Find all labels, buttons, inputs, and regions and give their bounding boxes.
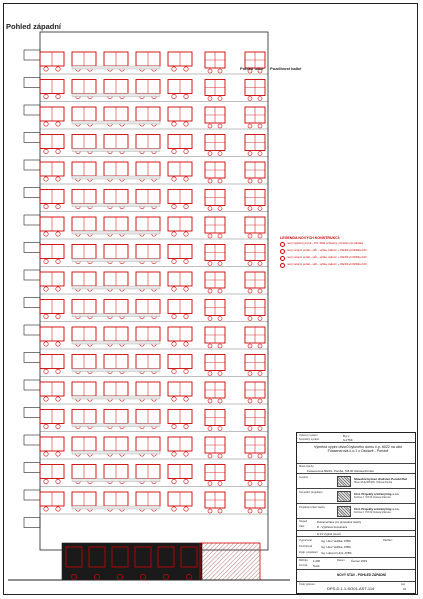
window-marker bbox=[184, 232, 188, 236]
site-label: Místo stavby: bbox=[299, 465, 315, 468]
window-marker bbox=[172, 452, 176, 456]
tb-meta-row bbox=[297, 558, 415, 570]
window-marker bbox=[44, 397, 48, 401]
window-marker bbox=[44, 232, 48, 236]
title-block bbox=[296, 432, 416, 594]
balcony-rail bbox=[72, 286, 160, 289]
window-marker bbox=[258, 124, 262, 128]
stage-value: Dokumentace pro provedení stavby bbox=[317, 520, 362, 524]
window-marker bbox=[184, 314, 188, 318]
window-marker bbox=[56, 479, 60, 483]
window-marker bbox=[208, 482, 212, 486]
balcony-stub bbox=[24, 133, 40, 143]
window-marker bbox=[184, 369, 188, 373]
window-marker bbox=[258, 207, 262, 211]
legend-title: LEGENDA NOVÝCH KONSTRUKCÍ: bbox=[280, 236, 340, 240]
tb-designer-row bbox=[297, 489, 415, 504]
window-marker bbox=[56, 177, 60, 181]
window-marker bbox=[56, 204, 60, 208]
window-marker bbox=[258, 454, 262, 458]
window-marker bbox=[56, 94, 60, 98]
window-marker bbox=[258, 427, 262, 431]
window-marker bbox=[248, 482, 252, 486]
balcony-rail bbox=[72, 396, 160, 399]
tb-part-designer-row bbox=[297, 504, 415, 519]
format-value: 5xA4 bbox=[313, 564, 320, 568]
window-marker bbox=[172, 232, 176, 236]
window-marker bbox=[208, 454, 212, 458]
window-marker bbox=[184, 342, 188, 346]
window-marker bbox=[184, 452, 188, 456]
window-marker bbox=[218, 427, 222, 431]
subpart-value: D.01 Výplně otvorů bbox=[317, 532, 341, 536]
balcony-stub bbox=[24, 463, 40, 473]
view-title: Pohled západní bbox=[6, 22, 62, 31]
tb-sheet-row bbox=[297, 570, 415, 582]
window-marker bbox=[172, 177, 176, 181]
balcony-rail bbox=[72, 314, 160, 317]
balcony-stub bbox=[24, 325, 40, 335]
drawing-number-label: Číslo výkresu: bbox=[299, 583, 316, 586]
window-marker bbox=[218, 97, 222, 101]
person-name: Ing. Lubomír Himl, ATBC bbox=[321, 551, 352, 555]
balcony-stub bbox=[24, 78, 40, 88]
balcony-rail bbox=[72, 231, 160, 234]
window-marker bbox=[184, 479, 188, 483]
balcony-rail bbox=[72, 204, 160, 207]
legend-item bbox=[280, 249, 368, 254]
balcony-rail bbox=[72, 479, 160, 482]
balcony-rail bbox=[72, 341, 160, 344]
window-marker bbox=[44, 149, 48, 153]
role-label: Zodp. projektant bbox=[299, 551, 318, 554]
investor-company: Stavební bytové družstvo Porubí Ruč bbox=[354, 477, 408, 481]
balcony-rail bbox=[72, 66, 160, 69]
designer-company: Ctvl. Projekty a Inženýring s.r.o. bbox=[354, 492, 400, 496]
window-marker bbox=[56, 287, 60, 291]
window-marker bbox=[172, 314, 176, 318]
window-marker bbox=[44, 342, 48, 346]
part-designer-address: Korfova 4, 703 00 Ostrava-Vítkovice bbox=[354, 512, 391, 514]
legend-item-text: nový výplňový prvek – PO, SDH ochranný, označení viz tabulka bbox=[287, 242, 363, 245]
window-marker bbox=[208, 179, 212, 183]
window-marker bbox=[208, 207, 212, 211]
view-label-right: Pozdilvost balké bbox=[270, 66, 302, 71]
window-marker bbox=[258, 317, 262, 321]
balcony-stub bbox=[24, 353, 40, 363]
window-marker bbox=[208, 344, 212, 348]
legend-item bbox=[280, 256, 368, 261]
window-marker bbox=[218, 454, 222, 458]
window-marker bbox=[56, 149, 60, 153]
window-marker bbox=[172, 94, 176, 98]
balcony-stub bbox=[24, 298, 40, 308]
window-marker bbox=[44, 452, 48, 456]
window-marker bbox=[258, 262, 262, 266]
window-marker bbox=[218, 124, 222, 128]
tb-stage-row bbox=[297, 519, 415, 531]
window-marker bbox=[218, 372, 222, 376]
coord-system-label: Souřadný systém: bbox=[299, 438, 320, 441]
window-marker bbox=[218, 399, 222, 403]
tb-project-row bbox=[297, 443, 415, 464]
window-marker bbox=[248, 289, 252, 293]
window-marker bbox=[248, 152, 252, 156]
window-marker bbox=[248, 344, 252, 348]
window-marker bbox=[172, 342, 176, 346]
window-marker bbox=[56, 314, 60, 318]
site-value: Fussenerová 6022/1, Poruba, 708 00 Ostrava-Poruba bbox=[307, 469, 374, 473]
window-marker bbox=[172, 204, 176, 208]
window-marker bbox=[218, 482, 222, 486]
window-marker bbox=[208, 289, 212, 293]
window-marker bbox=[172, 397, 176, 401]
scale-label: Měřítko bbox=[299, 559, 308, 562]
window-marker bbox=[56, 397, 60, 401]
balcony-stub bbox=[24, 518, 40, 528]
designer-label: Generální projektant bbox=[299, 491, 323, 494]
window-marker bbox=[208, 152, 212, 156]
window-marker bbox=[184, 177, 188, 181]
balcony-stub bbox=[24, 435, 40, 445]
window-marker bbox=[44, 424, 48, 428]
window-marker bbox=[172, 122, 176, 126]
balcony-rail bbox=[72, 424, 160, 427]
window-marker bbox=[184, 424, 188, 428]
window-marker bbox=[172, 67, 176, 71]
window-marker bbox=[44, 259, 48, 263]
person-name: Ing. Libor Velička, ATBC bbox=[321, 545, 351, 549]
balcony-stub bbox=[24, 188, 40, 198]
coord-system-value: S-JTSK bbox=[343, 438, 353, 442]
window-marker bbox=[208, 234, 212, 238]
part-value: D - Výplňové konstrukce bbox=[317, 525, 348, 529]
window-marker bbox=[248, 372, 252, 376]
window-marker bbox=[44, 507, 48, 511]
balcony-stub bbox=[24, 50, 40, 60]
legend-item bbox=[280, 263, 368, 268]
balcony-stub bbox=[24, 243, 40, 253]
window-marker bbox=[172, 259, 176, 263]
window-marker bbox=[208, 399, 212, 403]
window-marker bbox=[248, 124, 252, 128]
scale-value: 1:200 bbox=[313, 559, 320, 563]
window-marker bbox=[184, 507, 188, 511]
window-marker bbox=[248, 97, 252, 101]
balcony-stub bbox=[24, 380, 40, 390]
drawing-number: DPS-D.1.1-SO01-AST-114 bbox=[327, 586, 375, 591]
legend-item-text: nový vstupní portál – stůl – výška, zakonč. + DE/DF+3.00/DE+3.00 bbox=[287, 256, 367, 259]
window-marker bbox=[184, 122, 188, 126]
window-marker bbox=[44, 177, 48, 181]
window-marker bbox=[218, 317, 222, 321]
window-marker bbox=[172, 507, 176, 511]
window-marker bbox=[248, 262, 252, 266]
window-marker bbox=[44, 314, 48, 318]
entrance-portal bbox=[200, 543, 260, 580]
person-name: Ing. Libor Velička, ATBC bbox=[321, 539, 351, 543]
investor-label: Investor bbox=[299, 476, 309, 479]
sheet-index: 01 bbox=[403, 587, 407, 591]
window-marker bbox=[248, 317, 252, 321]
window-marker bbox=[208, 427, 212, 431]
window-marker bbox=[172, 369, 176, 373]
part-designer-logo bbox=[337, 506, 351, 517]
balcony-rail bbox=[72, 121, 160, 124]
window-marker bbox=[56, 369, 60, 373]
legend bbox=[280, 236, 368, 270]
window-marker bbox=[248, 179, 252, 183]
designer-logo bbox=[337, 491, 351, 502]
balcony-stub bbox=[24, 105, 40, 115]
view-label-left: Pohled ulice bbox=[240, 66, 264, 71]
window-marker bbox=[172, 287, 176, 291]
window-marker bbox=[44, 287, 48, 291]
tb-systems-row bbox=[297, 433, 415, 443]
stamp-label: Razítko: bbox=[383, 539, 393, 542]
window-marker bbox=[218, 262, 222, 266]
window-marker bbox=[248, 454, 252, 458]
balcony-stub bbox=[24, 160, 40, 170]
window-marker bbox=[218, 207, 222, 211]
window-marker bbox=[258, 399, 262, 403]
window-marker bbox=[258, 372, 262, 376]
window-marker bbox=[248, 399, 252, 403]
window-marker bbox=[218, 509, 222, 513]
window-marker bbox=[258, 482, 262, 486]
window-marker bbox=[172, 479, 176, 483]
window-marker bbox=[172, 424, 176, 428]
window-marker bbox=[56, 67, 60, 71]
window-marker bbox=[172, 149, 176, 153]
window-marker bbox=[44, 122, 48, 126]
window-marker bbox=[184, 397, 188, 401]
legend-item-text: nový vstupní portál – stůl – výška, zakonč. + DE/DF+3.00/DE+3.00 bbox=[287, 263, 367, 266]
window-marker bbox=[208, 509, 212, 513]
window-marker bbox=[184, 67, 188, 71]
window-marker bbox=[56, 424, 60, 428]
tb-people-row bbox=[297, 537, 415, 558]
balcony-rail bbox=[72, 94, 160, 97]
tb-site-row bbox=[297, 464, 415, 474]
part-designer-company: Ctvl. Projekty a Inženýring s.r.o. bbox=[354, 507, 400, 511]
window-marker bbox=[44, 479, 48, 483]
date-label: Datum bbox=[337, 559, 345, 562]
sheet-index-label: List bbox=[401, 583, 406, 586]
balcony-stub bbox=[24, 215, 40, 225]
window-marker-icon bbox=[280, 249, 285, 254]
window-marker bbox=[258, 509, 262, 513]
window-marker bbox=[56, 122, 60, 126]
height-system-label: Výškový systém: bbox=[299, 434, 319, 437]
project-title: Výměna výplní otvorů bytového domu č.p. 6022 na ulici Fussenerová č.o.1 v Ostravě - Porubě bbox=[313, 445, 403, 453]
window-marker bbox=[248, 207, 252, 211]
window-marker bbox=[258, 97, 262, 101]
balcony-stub bbox=[24, 408, 40, 418]
height-system-value: B.p.v bbox=[343, 434, 350, 438]
window-marker bbox=[184, 94, 188, 98]
window-marker bbox=[218, 152, 222, 156]
tb-investor-row bbox=[297, 474, 415, 489]
role-label: Vypracoval bbox=[299, 539, 312, 542]
window-marker bbox=[208, 317, 212, 321]
balcony-rail bbox=[72, 451, 160, 454]
window-marker-icon bbox=[280, 263, 285, 268]
window-marker bbox=[258, 289, 262, 293]
sheet-title: NOVÝ STAV - POHLED ZÁPADNÍ bbox=[337, 573, 386, 577]
window-marker bbox=[218, 179, 222, 183]
tb-number-row bbox=[297, 582, 415, 593]
window-marker bbox=[184, 149, 188, 153]
format-label: Formát bbox=[299, 564, 308, 567]
window-marker bbox=[44, 204, 48, 208]
window-marker bbox=[56, 342, 60, 346]
window-marker bbox=[208, 124, 212, 128]
investor-address: Hlavní třída 583/105, Ostrava-Poruba bbox=[354, 482, 393, 484]
part-label: Část bbox=[299, 525, 305, 528]
window-marker bbox=[184, 259, 188, 263]
window-marker bbox=[248, 427, 252, 431]
window-marker bbox=[218, 69, 222, 73]
window-marker bbox=[218, 344, 222, 348]
window-marker bbox=[56, 452, 60, 456]
window-marker bbox=[208, 262, 212, 266]
window-marker bbox=[184, 287, 188, 291]
designer-address: Korfova 4, 703 00 Ostrava-Vítkovice bbox=[354, 497, 391, 499]
window-marker bbox=[258, 152, 262, 156]
stage-label: Stupeň bbox=[299, 520, 308, 523]
balcony-stub bbox=[24, 490, 40, 500]
window-marker bbox=[208, 372, 212, 376]
balcony-rail bbox=[72, 176, 160, 179]
window-marker-icon bbox=[280, 242, 285, 247]
window-marker bbox=[56, 507, 60, 511]
balcony-rail bbox=[72, 149, 160, 152]
window-marker bbox=[248, 234, 252, 238]
role-label: Kontroloval bbox=[299, 545, 312, 548]
balcony-rail bbox=[72, 369, 160, 372]
balcony-stub bbox=[24, 270, 40, 280]
legend-item-text: nový vstupní portál – stůl – výška, zakonč. + DE/DF+3.00/DE+3.00 bbox=[287, 249, 367, 252]
window-marker bbox=[56, 259, 60, 263]
window-marker-icon bbox=[280, 256, 285, 261]
window-marker bbox=[184, 204, 188, 208]
balcony-rail bbox=[72, 506, 160, 509]
window-marker bbox=[218, 289, 222, 293]
window-marker bbox=[208, 69, 212, 73]
part-designer-label: Projektant části stavby bbox=[299, 506, 325, 509]
legend-item bbox=[280, 242, 368, 247]
window-marker bbox=[258, 344, 262, 348]
window-marker bbox=[258, 179, 262, 183]
date-value: Červen 2019 bbox=[351, 559, 368, 563]
window-marker bbox=[208, 97, 212, 101]
window-marker bbox=[44, 94, 48, 98]
window-marker bbox=[44, 369, 48, 373]
window-marker bbox=[248, 509, 252, 513]
window-marker bbox=[218, 234, 222, 238]
window-marker bbox=[258, 234, 262, 238]
window-marker bbox=[44, 67, 48, 71]
investor-logo bbox=[337, 476, 351, 487]
balcony-rail bbox=[72, 259, 160, 262]
window-marker bbox=[56, 232, 60, 236]
